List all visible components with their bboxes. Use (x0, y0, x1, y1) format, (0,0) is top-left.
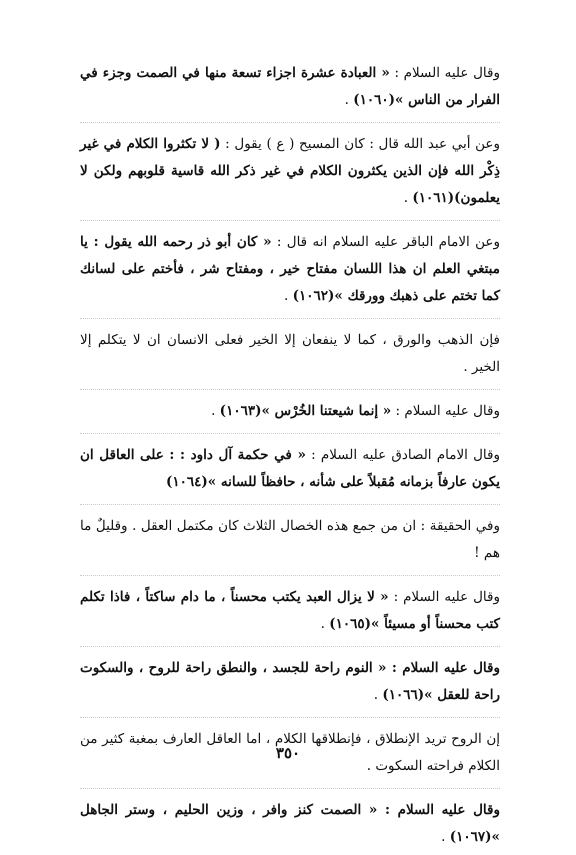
paragraph-1-quote: « العبادة عشرة اجزاء تسعة منها في الصمت وجزء في الفرار من الناس »(١٠٦٠) (80, 65, 500, 108)
paragraph-2-tail: . (403, 190, 413, 206)
paragraph-11-quote: وقال عليه السلام : « الصمت كنز وافر ، وزين الحليم ، وستر الجاهل »(١٠٦٧) (80, 802, 500, 845)
paragraph-9-tail: . (373, 687, 383, 703)
paragraph-6-lead: وقال الامام الصادق عليه السلام : (305, 447, 501, 463)
paragraph-10-lead: إن الروح تريد الإنطلاق ، فإنطلاقها الكلام ، اما العاقل العارف بمغبة كثير من الكلام فراحته السكوت . (80, 731, 500, 774)
paragraph-7 (80, 509, 500, 571)
paragraph-6-quote: « في حكمة آل داود : : على العاقل ان يكون عارفاً بزمانه مُقبلاً على شأنه ، حافظاً للسانه »(١٠٦٤) (80, 447, 500, 490)
paragraph-4-lead: فإن الذهب والورق ، كما لا ينفعان إلا الخير فعلى الانسان ان لا يتكلم إلا الخير . (80, 332, 500, 375)
page-number: ٣٥٠ (275, 744, 301, 762)
paragraph-2-quote: ( لا تكثروا الكلام في غير ذِكْر الله فإن الذين يكثرون الكلام في غير ذكر الله قاسية قلوبهم ولكن لا يعلمون)(١٠٦١) (80, 136, 500, 206)
paragraph-separator (80, 433, 500, 434)
paragraph-1-tail: . (344, 92, 354, 108)
paragraph-separator (80, 318, 500, 319)
paragraph-2 (80, 127, 500, 216)
paragraph-1-lead: وقال عليه السلام : (389, 65, 501, 81)
paragraph-5-lead: وقال عليه السلام : (391, 403, 500, 419)
paragraph-8-tail: . (320, 616, 330, 632)
paragraph-9-quote: وقال عليه السلام : « النوم راحة للجسد ، والنطق راحة للروح ، والسكوت راحة للعقل »(١٠٦٦) (80, 660, 500, 703)
paragraph-5-quote: « إنما شيعتنا الخُرْس »(١٠٦٣) (219, 403, 392, 419)
paragraph-2-lead: وعن أبي عبد الله قال : كان المسيح ( ع ) يقول : (220, 136, 500, 152)
paragraph-separator (80, 504, 500, 505)
paragraph-3-tail: . (284, 288, 293, 304)
paragraph-separator (80, 788, 500, 789)
paragraph-4 (80, 323, 500, 385)
paragraph-6 (80, 438, 500, 500)
paragraph-11 (80, 793, 500, 855)
paragraph-8-lead: وقال عليه السلام : (388, 589, 501, 605)
paragraph-11-tail: . (441, 829, 450, 845)
paragraph-5-tail: . (211, 403, 220, 419)
paragraph-1 (80, 56, 500, 118)
paragraph-3 (80, 225, 500, 314)
paragraph-separator (80, 575, 500, 576)
paragraph-7-lead: وفي الحقيقة : ان من جمع هذه الخصال الثلاث كان مكتمل العقل . وقليلٌ ما هم ! (80, 518, 500, 561)
paragraph-5 (80, 394, 500, 429)
paragraph-8-quote: « لا يزال العبد يكتب محسناً ، ما دام ساكتاً ، فاذا تكلم كتب محسناً أو مسيئاً »(١٠٦٥) (80, 589, 500, 632)
paragraph-3-lead: وعن الامام الباقر عليه السلام انه قال : (271, 234, 500, 250)
paragraph-separator (80, 717, 500, 718)
paragraph-separator (80, 646, 500, 647)
paragraph-9 (80, 651, 500, 713)
paragraph-separator (80, 220, 500, 221)
paragraph-3-quote: « كان أبو ذر رحمه الله يقول : يا مبتغي العلم ان هذا اللسان مفتاح خير ، ومفتاح شر ، فأختم على لسانك كما تختم على ذهبك وورقك »(١٠٦٢) (80, 234, 500, 304)
paragraph-8 (80, 580, 500, 642)
paragraph-separator (80, 389, 500, 390)
paragraph-separator (80, 122, 500, 123)
